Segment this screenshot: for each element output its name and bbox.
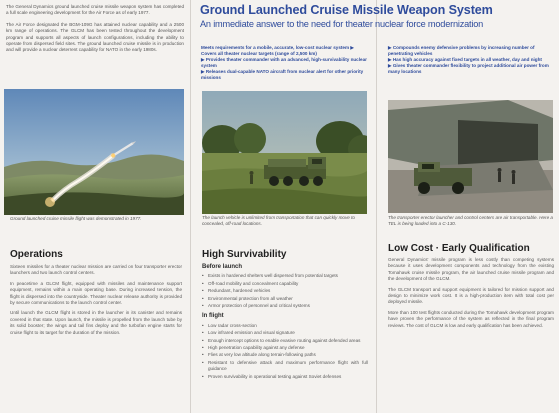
- in-flight-list: [202, 323, 368, 380]
- list-item: • Enough intercept options to enable evasive routing against defended areas: [202, 338, 368, 344]
- requirement-3: ▶ Releases dual-capable NATO aircraft from nuclear alert for other priority missions: [201, 69, 364, 80]
- in-flight-subheading: In flight: [202, 313, 224, 320]
- before-launch-subheading: Before launch: [202, 264, 243, 270]
- aircraft-loading-photo: [388, 100, 553, 213]
- list-item: • Low radar cross-section: [202, 323, 368, 329]
- advantage-3: ▶ Gives theater commander flexibility to project additional air power from many locations: [388, 63, 549, 74]
- advantages-block: [388, 45, 554, 75]
- arrow-icon: ▶: [350, 45, 354, 50]
- requirement-1: Meets requirements for a mobile, accurate, low-cost nuclear system ▶ Covers all theater nuclear targets (range of 2,500 km): [201, 45, 354, 56]
- survivability-heading: High Survivability: [202, 249, 287, 260]
- left-intro-paragraph-2: The Air Force designated the BGM-109G has attained nuclear capability and a 2500 km range of operations. The GLCM has been tested throughout the development program and supports all aspects of launch configurations, including the ability to operate from dispersed field sites. The ground launched cruise missile is in production and will provide a nuclear deterrent capability for NATO in the early 1980s.: [6, 21, 184, 53]
- advantage-2: ▶ Has high accuracy against fixed targets in all weather, day and night: [388, 57, 542, 62]
- left-intro-text: [6, 4, 184, 59]
- arrow-icon: ▶: [201, 69, 205, 74]
- list-item: • Exists in hardened shelters well dispersed from potential targets: [202, 273, 368, 279]
- requirement-2: ▶ Provides theater commander with an advanced, high-survivability nuclear system: [201, 57, 367, 68]
- mid-photo-caption: The launch vehicle is unlimited from transportation that can quickly move to concealed, off-road locations.: [202, 215, 355, 226]
- list-item: • High penetration capability against any defense: [202, 345, 368, 351]
- lowcost-paragraph-1: General Dynamics' missile program is less costly than competing systems because it uses development components and technology from the existing Tomahawk cruise missile program, the air launched cruise missile program and the development of the GLCM.: [388, 257, 554, 282]
- lowcost-paragraph-3: More than 100 test flights conducted during the Tomahawk development program have proven the performance of the system as reflected in the final program reviews. The cost of GLCM is low and early qualification has been achieved.: [388, 309, 554, 328]
- list-item: • Flies at very low altitude along terrain-following paths: [202, 352, 368, 358]
- lowcost-paragraph-2: The GLCM transport and support equipment is tailored for mission support and design to minimize work cost. It is a high-production item with total cost per deployed missile.: [388, 286, 554, 305]
- list-item: • Off-road mobility and concealment capability: [202, 281, 368, 287]
- list-item: • Environmental protection from all weather: [202, 296, 368, 302]
- operations-paragraph-3: Until launch the GLCM flight is stored in the launcher in its canister and remains covered in that state. Upon launch, the missile is propelled from the launch tube by its solid booster; the wings and tail fins deploy and the turbofan engine starts for cruise flight to its target for the duration of the mission.: [10, 310, 182, 335]
- aircraft-loading-illustration: [388, 100, 553, 213]
- list-item: • Armor protection of personnel and critical systems: [202, 303, 368, 309]
- list-item: • Resistant to defensive attack and maximum performance flight with full guidance: [202, 360, 368, 373]
- arrow-icon: ▶: [388, 45, 392, 50]
- survivability-body: [202, 263, 368, 381]
- arrow-icon: ▶: [388, 63, 392, 68]
- before-launch-list: [202, 273, 368, 309]
- fold-line-left: [190, 0, 191, 413]
- launch-vehicle-illustration: [202, 91, 367, 214]
- operations-body: [10, 264, 182, 340]
- list-item: • Redundant, hardened vehicles: [202, 288, 368, 294]
- arrow-icon: ▶: [201, 57, 205, 62]
- lowcost-body: [388, 257, 554, 333]
- missile-flight-illustration: [4, 89, 184, 215]
- page-title: Ground Launched Cruise Missile Weapon System: [200, 3, 493, 17]
- requirements-block: [201, 45, 369, 81]
- list-item: • Low infrared emission and visual signature: [202, 330, 368, 336]
- advantage-1: ▶ Compounds enemy defensive problems by increasing number of penetrating vehicles: [388, 45, 535, 56]
- missile-flight-photo: [4, 89, 184, 215]
- fold-line-right: [376, 0, 377, 413]
- arrow-icon: ▶: [388, 57, 392, 62]
- lowcost-heading: Low Cost · Early Qualification: [388, 243, 530, 254]
- left-photo-caption: Ground launched cruise missile flight was demonstrated in 1977.: [10, 216, 142, 221]
- operations-paragraph-2: In peacetime a GLCM flight, equipped with missiles and maintenance support equipment, remains within a main operating base. During increased tension, the flight is dispersed into the countryside. Theater nuclear release authority is provided by secure communications to the launch control center.: [10, 280, 182, 306]
- operations-heading: Operations: [10, 249, 63, 260]
- right-photo-caption: The transporter erector launcher and control centers are air transportable. Here a TEL is being loaded into a C-130.: [388, 215, 553, 226]
- launch-vehicle-photo: [202, 91, 367, 214]
- list-item: • Proven survivability in operational testing against Soviet defenses: [202, 374, 368, 380]
- left-intro-paragraph-1: The General Dynamics ground launched cruise missile weapon system has completed a full scale engineering development for the Air Force as of early 1977.: [6, 4, 184, 16]
- page-subtitle: An immediate answer to the need for theater nuclear force modernization: [200, 19, 484, 29]
- operations-paragraph-1: Sixteen missiles for a theater nuclear mission are carried on four transporter erector launchers and two launch control centers.: [10, 264, 182, 276]
